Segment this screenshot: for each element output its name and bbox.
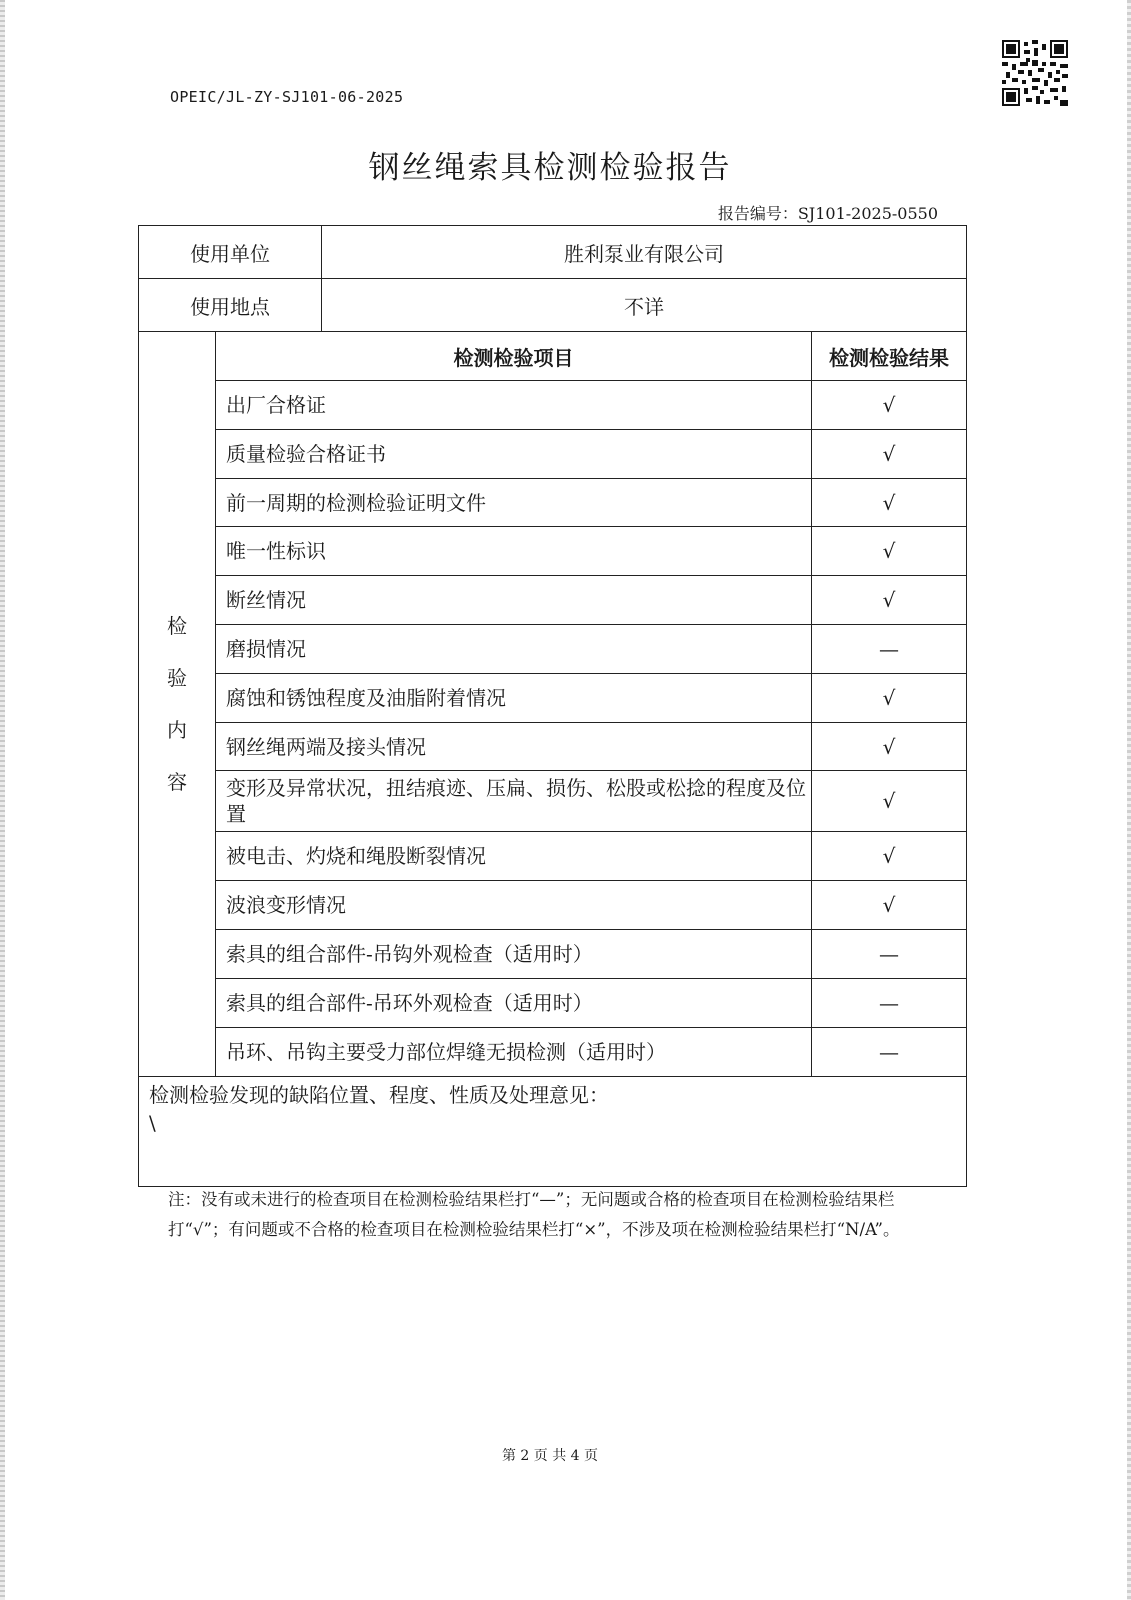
table-row: [139, 479, 967, 527]
report-number: 报告编号：SJ101-2025-0550: [717, 204, 938, 223]
table-row: [139, 1028, 967, 1077]
item-cell: 吊环、吊钩主要受力部位焊缝无损检测（适用时）: [216, 1028, 812, 1077]
item-cell: 腐蚀和锈蚀程度及油脂附着情况: [216, 674, 812, 723]
table-row: [139, 381, 967, 430]
page-indicator: 第 2 页 共 4 页: [501, 1448, 599, 1464]
result-cell: —: [812, 625, 967, 674]
location-label: 使用地点: [139, 279, 322, 332]
item-column-header: 检测检验项目: [216, 332, 812, 381]
inspection-content-label: [139, 332, 216, 1077]
table-row: [139, 527, 967, 576]
report-title: 钢丝绳索具检测检验报告: [368, 150, 732, 186]
result-cell: √: [812, 527, 967, 576]
item-cell: 变形及异常状况，扭结痕迹、压扁、损伤、松股或松捻的程度及位置: [216, 771, 812, 832]
table-row: [139, 576, 967, 625]
item-cell: 索具的组合部件-吊环外观检查（适用时）: [216, 979, 812, 1028]
item-cell: 索具的组合部件-吊钩外观检查（适用时）: [216, 930, 812, 979]
scan-edge-right: [1127, 0, 1131, 1600]
item-cell: 被电击、灼烧和绳股断裂情况: [216, 832, 812, 881]
result-cell: √: [812, 576, 967, 625]
item-cell: 断丝情况: [216, 576, 812, 625]
side-label-char: 检: [167, 614, 187, 638]
result-cell: √: [812, 832, 967, 881]
user-unit-label: 使用单位: [139, 226, 322, 279]
defects-value: \: [149, 1111, 156, 1135]
side-label-char: 容: [167, 770, 187, 794]
result-cell: √: [812, 430, 967, 479]
item-cell: 质量检验合格证书: [216, 430, 812, 479]
item-cell: 磨损情况: [216, 625, 812, 674]
location-value: 不详: [322, 279, 967, 332]
location-row: [139, 279, 967, 332]
user-unit-value: 胜利泵业有限公司: [322, 226, 967, 279]
table-row: [139, 881, 967, 930]
item-cell: 波浪变形情况: [216, 881, 812, 930]
user-unit-row: [139, 226, 967, 279]
side-label-char: 验: [167, 666, 187, 690]
result-cell: √: [812, 674, 967, 723]
item-cell: 出厂合格证: [216, 381, 812, 430]
defects-row: [139, 1077, 967, 1187]
defects-label: 检测检验发现的缺陷位置、程度、性质及处理意见：: [149, 1083, 609, 1107]
item-cell: 唯一性标识: [216, 527, 812, 576]
result-cell: √: [812, 479, 967, 527]
inspection-table: [138, 225, 967, 1187]
item-cell: 前一周期的检测检验证明文件: [216, 479, 812, 527]
table-header-row: [139, 332, 967, 381]
table-row: [139, 979, 967, 1028]
result-cell: —: [812, 1028, 967, 1077]
result-cell: √: [812, 771, 967, 832]
scan-edge-left: [0, 0, 5, 1600]
table-row: [139, 930, 967, 979]
table-row: [139, 832, 967, 881]
result-column-header: 检测检验结果: [812, 332, 967, 381]
result-cell: √: [812, 881, 967, 930]
result-cell: √: [812, 381, 967, 430]
result-cell: —: [812, 930, 967, 979]
table-row: [139, 771, 967, 832]
footnote: 注：没有或未进行的检查项目在检测检验结果栏打“—”；无问题或合格的检查项目在检测检验结果栏打“√”；有问题或不合格的检查项目在检测检验结果栏打“×”，不涉及项在检测检验结果栏打“N/A”。: [168, 1190, 900, 1239]
table-row: [139, 723, 967, 771]
result-cell: √: [812, 723, 967, 771]
table-row: [139, 625, 967, 674]
result-cell: —: [812, 979, 967, 1028]
table-row: [139, 430, 967, 479]
defects-cell: [139, 1077, 967, 1187]
table-row: [139, 674, 967, 723]
qr-code-icon: [1002, 40, 1068, 106]
document-code: OPEIC/JL-ZY-SJ101-06-2025: [170, 88, 404, 106]
side-label-char: 内: [167, 718, 187, 742]
item-cell: 钢丝绳两端及接头情况: [216, 723, 812, 771]
